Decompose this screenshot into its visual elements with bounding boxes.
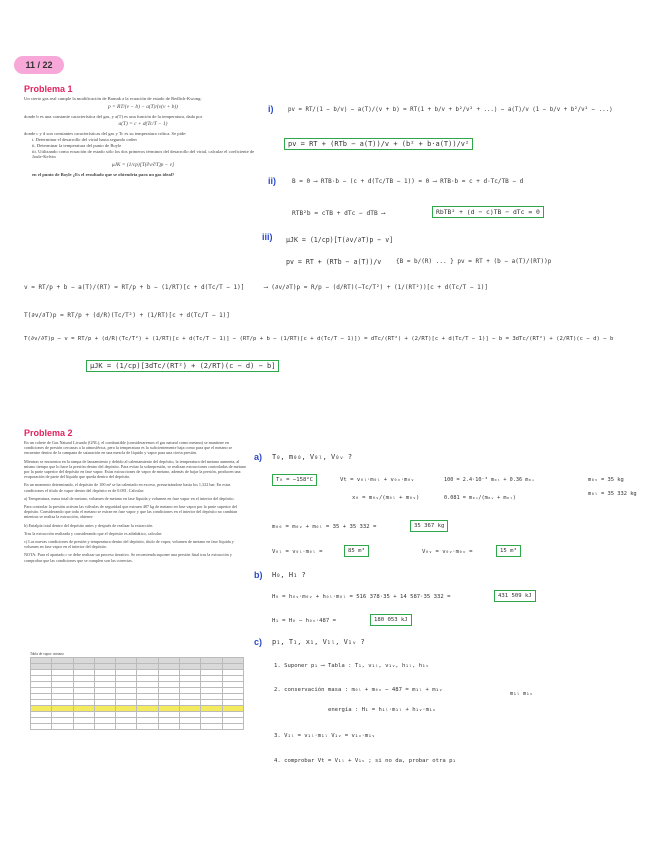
- part-a-result-mv: m₀ᵥ = 35 kg: [588, 477, 624, 483]
- problem1-question: en el punto de Boyle ¿Es el resultado que se obtendría para un gas ideal?: [32, 171, 175, 177]
- problem2-para-5: Para controlar la presión activan las válvulas de seguridad que extraen 487 kg de metano en fase vapor por la parte superior del depósito. Considerando que todo el metano se extrae en fase vapor y que las condiciones en el interior del depósito no cambian mientras se realiza la extracción, obtener:: [24, 504, 238, 520]
- sol-ii-line2: RTB²b = cTB + dTc − dTB ⟶: [292, 210, 386, 217]
- sol-ii-result-box: RbTB² + (d − c)TB − dTc = 0: [432, 206, 544, 218]
- part-a-vv-box: 15 m³: [496, 545, 521, 557]
- derivation-line-1b: ⟶ (∂v/∂T)p = R/p − (d/RT)(−Tc/T²) + (1/(RT²))[c + d(Tc/T − 1)]: [264, 284, 488, 291]
- part-a-temp-box: T₀ = −158°C: [272, 474, 317, 486]
- problem2-para-6: b) Entalpía total dentro del depósito antes y después de realizar la extracción.: [24, 522, 154, 528]
- problem1-item-1: i. Determinar el desarrollo del virial hasta segundo orden: [32, 136, 137, 142]
- part-a-x: x₀ = m₀ᵥ/(m₀ₗ + m₀ᵥ): [352, 495, 420, 501]
- problem1-cd-desc: donde c y d son constantes características del gas y Tc es su temperatura crítica. Se pide:: [24, 131, 187, 137]
- part-a-mass-box: 35 367 kg: [410, 520, 448, 532]
- sol-ii-label: ii): [268, 176, 276, 186]
- problem2-statement: [24, 440, 246, 563]
- part-b-heading: H₀, H₁ ?: [272, 571, 306, 579]
- problem2-para-3: En un momento determinado, el depósito de 100 m³ se ha calentado en exceso, presurizándose hasta los 1,322 bar. En estas condiciones el título de vapor dentro del depósito es de 0.081. Calcular:: [24, 482, 231, 493]
- part-a-heading: T₀, m₀₀, V₀ₗ, V₀ᵥ ?: [272, 453, 353, 461]
- problem2-title: Problema 2: [24, 428, 73, 438]
- part-a-vl-box: 85 m³: [344, 545, 369, 557]
- derivation-line-2: T(∂v/∂T)p = RT/p + (d/R)(Tc/T²) + (1/RT)[c + d(Tc/T − 1)]: [24, 312, 230, 319]
- problem2-para-2: Mientras se encuentra en la rampa de lanzamiento y debido al calentamiento del depósito, la temperatura del metano aumenta, al mismo tiempo que lo hace la presión dentro del depósito. Para evitar la sobrepresión, se realizan extracciones controladas de metano por la parte superior del depósito en fase vapor. Estas extracciones de vapor de metano, además de bajar la presión, producen una evaporación de parte del líquido que queda dentro del depósito.: [24, 458, 246, 480]
- part-c-brace-result: m₁ₗ m₁ᵥ: [510, 691, 533, 697]
- methane-table: [30, 652, 244, 730]
- part-a-eq-0081: 0.081 = m₀ᵥ/(m₀ᵥ + m₀ₗ): [444, 495, 516, 501]
- problem1-items: [24, 137, 262, 160]
- sol-iii-virial: {B = b/(R) ... } pv = RT + (b − a(T)/(RT))p: [396, 258, 552, 265]
- part-b-label: b): [254, 570, 263, 580]
- part-c-step-4: 4. comprobar Vt = V₁ₗ + V₁ᵥ ; si no da, probar otra p₁: [274, 758, 456, 764]
- problem1-item-3: iii. Utilizando como ecuación de estado sólo los dos primeros términos del desarrollo del virial, calcular el coeficiente de Joule-Kelvin: [32, 148, 255, 160]
- problem2-para-8: c) Las nuevas condiciones de presión y temperatura dentro del depósito, título de vapor, volumen de metano en fase líquida y volumen en fase vapor en el interior del depósito.: [24, 539, 234, 550]
- problem1-title: Problema 1: [24, 84, 73, 94]
- part-b-h1: H₁ = H₀ − h₀ᵥ·487 =: [272, 618, 336, 624]
- sol-iii-state: pv = RT + (RTb − a(T))/v: [286, 258, 382, 266]
- part-a-result-ml: m₀ₗ = 35 332 kg: [588, 491, 637, 497]
- part-a-vv: V₀ᵥ = v₀ᵥ·m₀ᵥ =: [422, 549, 473, 555]
- part-c-label: c): [254, 637, 263, 647]
- table-caption: Tabla de vapor: metano: [30, 652, 64, 656]
- part-c-step-2b: energía : H₁ = h₁ₗ·m₁ₗ + h₁ᵥ·m₁ᵥ: [328, 707, 436, 713]
- part-b-h0-box: 431 509 kJ: [494, 590, 536, 602]
- sol-i-expansion: pv = RT/(1 − b/v) − a(T)/(v + b) = RT(1 + b/v + b²/v² + ...) − a(T)/v (1 − b/v + b²/v² − ...): [288, 107, 613, 113]
- page-badge: 11 / 22: [14, 56, 64, 74]
- part-a-vl: V₀ₗ = v₀ₗ·m₀ₗ =: [272, 549, 323, 555]
- problem1-a-eq: a(T) = c + d(Tc/T − 1): [118, 121, 168, 128]
- final-result-box: μJK = (1/cp)[3dTc/(RT²) + (2/RT)(c − d) − b]: [86, 360, 279, 372]
- problem1-statement: [24, 96, 262, 178]
- problem1-intro: Un cierto gas real cumple la modificación de Barnak a la ecuación de estado de Redlich-Kwong:: [24, 96, 202, 101]
- problem2-para-1: En un cohete de Gas Natural Licuado (GNL), el combustible (consideraremos el gas natural como metano) se mantiene en condiciones de presión cercanas a la atmosférica, pero la temperatura es lo suficientemente baja como para que el metano se encuentre dentro de la campana de saturación en una mezcla de líquido y vapor para una cierta presión.: [24, 440, 233, 456]
- part-a-vt: Vt = v₀ₗ·m₀ₗ + v₀ᵥ·m₀ᵥ: [340, 477, 415, 483]
- sol-iii-jk: μJK = (1/cp)[T(∂v/∂T)p − v]: [286, 236, 394, 244]
- sol-iii-label: iii): [262, 232, 273, 242]
- problem1-jk-eq: μJK = (1/cp)[T(∂v/∂T)p − v]: [111, 162, 175, 169]
- part-c-step-1: 1. Suponer p₁ ⟶ Tabla : T₁, v₁ₗ, v₁ᵥ, h₁ₗ, h₁ᵥ: [274, 663, 429, 669]
- part-c-step-2: 2. conservación masa : m₀ₗ + m₀ᵥ − 487 = m₁ₗ + m₁ᵥ: [274, 687, 443, 693]
- problem2-para-9: NOTA: Para el apartado c se debe realizar un proceso iterativo. Se recomienda suponer una presión final tras la extracción y comprobar que las condiciones que se cumplen son las correctas.: [24, 552, 232, 563]
- problem1-const-desc: donde b es una constante característica del gas, y a(T) es una función de la temperatura, dada por: [24, 113, 203, 119]
- part-a-eq-100: 100 = 2.4·10⁻³ m₀ₗ + 0.36 m₀ᵥ: [444, 477, 535, 483]
- problem1-eq-state: p = RT/(v − b) − a(T)/(v(v + b)): [108, 103, 178, 110]
- part-b-h0: H₀ = h₀ᵥ·m₀ᵥ + h₀ₗ·m₀ₗ = 516 378·35 + 14 587·35 332 =: [272, 594, 451, 600]
- problem1-item-2: ii. Determinar la temperatura del punto de Boyle: [32, 142, 122, 148]
- sol-i-result-box: pv = RT + (RTb − a(T))/v + (b² + b·a(T))/v²: [284, 138, 473, 150]
- problem2-para-4: a) Temperatura, masa total de metano, volumen de metano en fase líquida y volumen en fase vapor en el interior del depósito.: [24, 495, 235, 501]
- problem2-para-7: Tras la extracción realizada y considerando que el depósito es adiabático, calcular:: [24, 530, 163, 536]
- part-c-heading: p₁, T₁, x₁, V₁ₗ, V₁ᵥ ?: [272, 638, 365, 646]
- part-b-h1-box: 180 053 kJ: [370, 614, 412, 626]
- part-c-step-3: 3. V₁ₗ = v₁ₗ·m₁ₗ V₁ᵥ = v₁ᵥ·m₁ᵥ: [274, 733, 376, 739]
- sol-i-label: i): [268, 104, 274, 114]
- derivation-line-1: v = RT/p + b − a(T)/(RT) = RT/p + b − (1/RT)[c + d(Tc/T − 1)]: [24, 284, 245, 291]
- derivation-line-3: T(∂v/∂T)p − v = RT/p + (d/R)(Tc/T²) + (1/RT)[c + d(Tc/T − 1)] − (RT/p + b − (1/RT)[c + d(Tc/T − 1)]) = dTc/(RT²) + (2/RT)[c + d(Tc/T − 1)] − b = 3dTc/(RT²) + (2/RT)(c − d) − b: [24, 336, 614, 342]
- sol-ii-line1: B = 0 ⟶ RTB·b − (c + d(Tc/TB − 1)) = 0 ⟶ RTB·b = c + d·Tc/TB − d: [292, 178, 524, 185]
- part-a-label: a): [254, 452, 263, 462]
- part-a-mass-total: m₀₀ = m₀ᵥ + m₀ₗ = 35 + 35 332 =: [272, 524, 377, 530]
- methane-table-grid: [30, 657, 244, 730]
